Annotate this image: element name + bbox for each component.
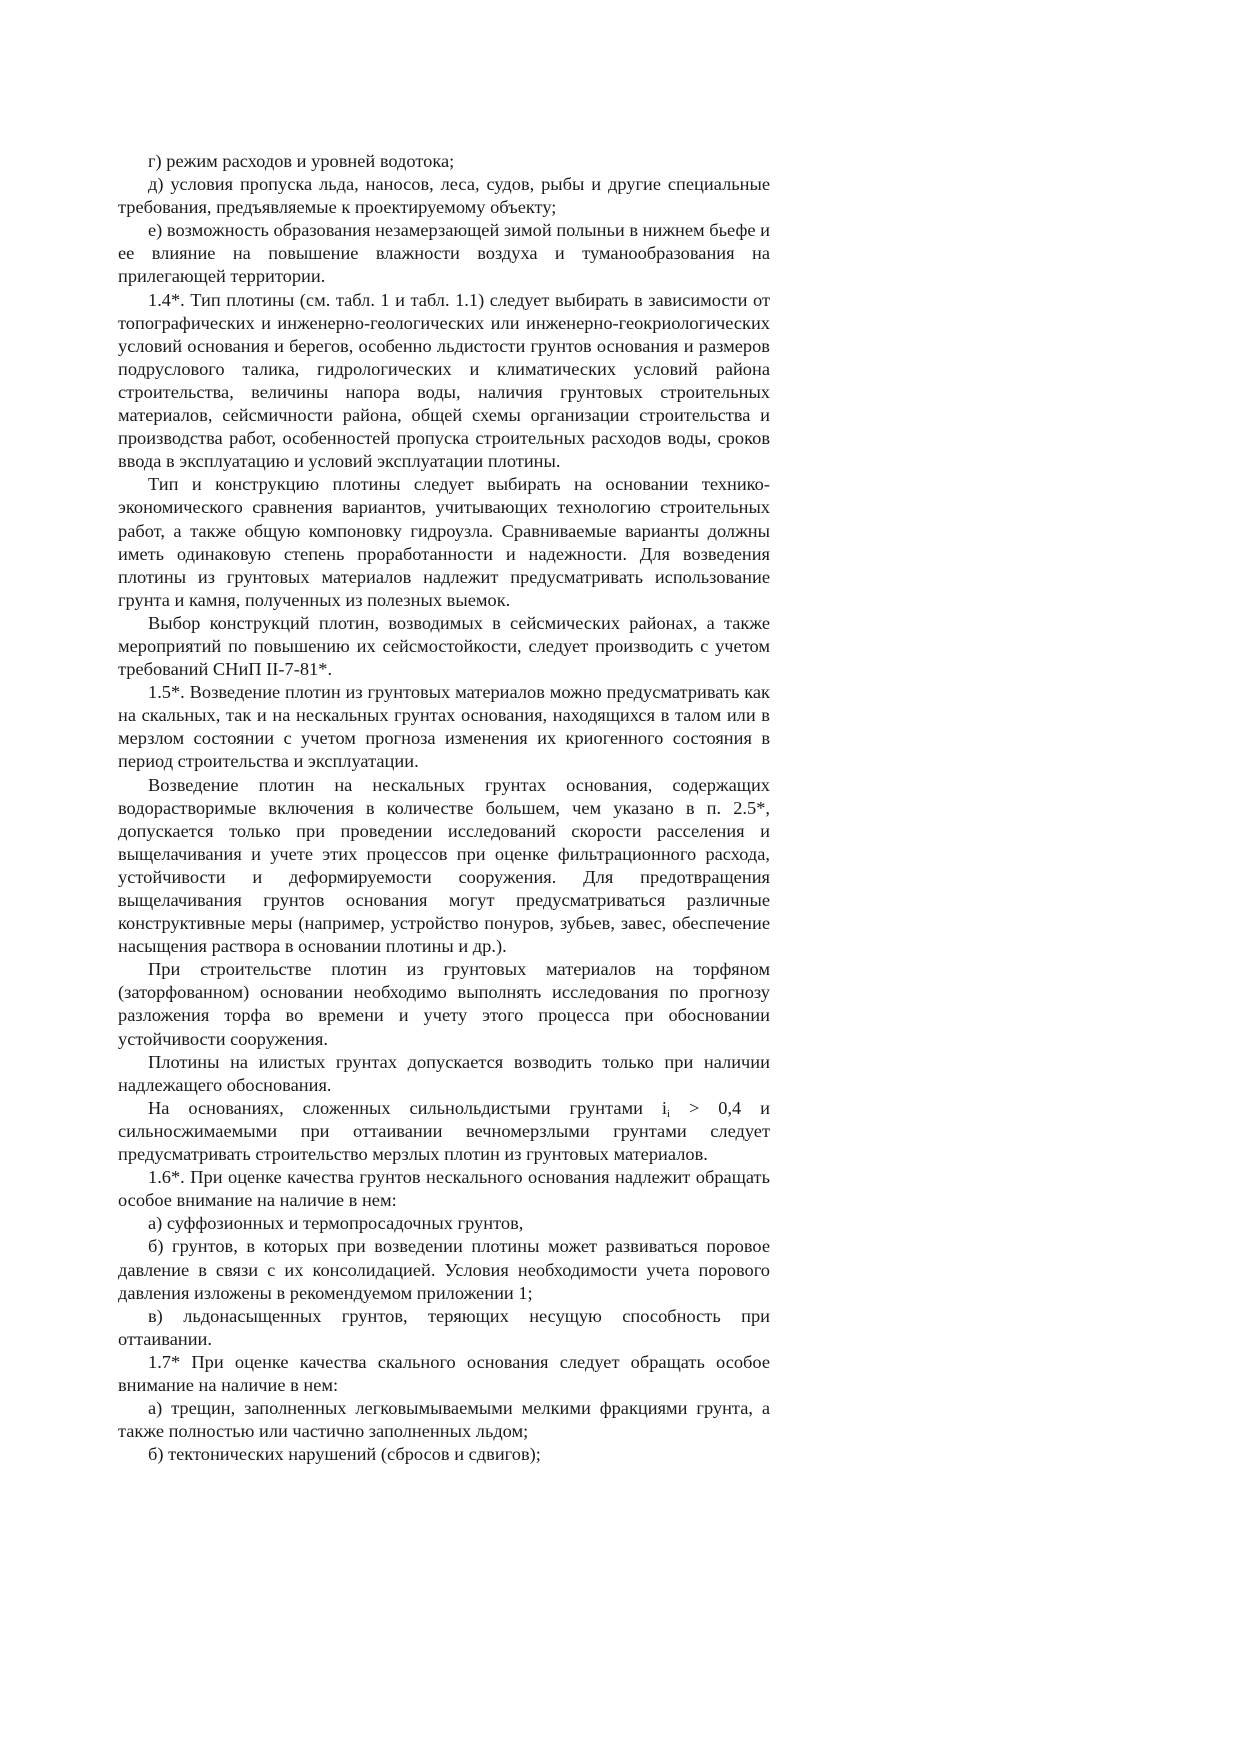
paragraph-dam-type-selection: Тип и конструкцию плотины следует выбирать на основании технико-экономического сравнения вариантов, учитывающих технологию строительных работ, а также общую компоновку гидроузла. Сравниваемые варианты должны иметь одинаковую степень проработанности и надежности. Для возведения плотины из грунтовых материалов надлежит предусматривать использование грунта и камня, полученных из полезных выемок.: [118, 474, 770, 610]
paragraph-flow-regime: г) режим расходов и уровней водотока;: [148, 151, 455, 171]
document-page: [118, 150, 770, 1466]
icy-soils-text-before: На основаниях, сложенных сильнольдистыми грунтами i: [148, 1097, 668, 1118]
paragraph-tectonic: б) тектонических нарушений (сбросов и сдвигов);: [148, 1444, 541, 1465]
paragraph-soluble-inclusions: Возведение плотин на нескальных грунтах основания, содержащих водорастворимые включения в количестве большем, чем указано в п. 2.5*, допускается только при проведении исследований скорости расселения и выщелачивания и учете этих процессов при оценке фильтрационного расхода, устойчивости и деформируемости сооружения. Для предотвращения выщелачивания грунтов основания могут предусматриваться различные конструктивные меры (например, устройство понуров, зубьев, завес, обеспечение насыщения раствора в основании плотины и др.).: [118, 774, 770, 957]
paragraph-icy-soils: [118, 1097, 770, 1166]
icy-soils-text-after: > 0,4 и сильносжимаемыми при оттаивании вечномерзлыми грунтами следует предусматривать строительство мерзлых плотин из грунтовых материалов.: [118, 1097, 770, 1165]
paragraph-ice-saturated: в) льдонасыщенных грунтов, теряющих несущую способность при оттаивании.: [118, 1305, 770, 1349]
paragraph-cracks: а) трещин, заполненных легковымываемыми мелкими фракциями грунта, а также полностью или частично заполненных льдом;: [118, 1398, 770, 1442]
icy-soils-subscript: i: [667, 1107, 671, 1120]
paragraph-peat-foundation: При строительстве плотин из грунтовых материалов на торфяном (заторфованном) основании необходимо выполнять исследования по прогнозу разложения торфа во времени и учету этого процесса при обосновании устойчивости сооружения.: [118, 959, 770, 1049]
paragraph-1-4-dam-type: 1.4*. Тип плотины (см. табл. 1 и табл. 1.1) следует выбирать в зависимости от топографических и инженерно-геологических или инженерно-геокриологических условий основания и берегов, особенно льдистости грунтов основания и размеров подруслового талика, гидрологических и климатических условий района строительства, величины напора воды, наличия грунтовых строительных материалов, сейсмичности района, общей схемы организации строительства и производства работ, особенностей пропуска строительных расходов воды, сроков ввода в эксплуатацию и условий эксплуатации плотины.: [118, 289, 770, 472]
paragraph-pore-pressure: б) грунтов, в которых при возведении плотины может развиваться поровое давление в связи с их консолидацией. Условия необходимости учета порового давления изложены в рекомендуемом приложении 1;: [118, 1236, 770, 1303]
paragraph-silty-soils: Плотины на илистых грунтах допускается возводить только при наличии надлежащего обоснования.: [118, 1051, 770, 1095]
paragraph-ice-passage: д) условия пропуска льда, наносов, леса, судов, рыбы и другие специальные требования, предъявляемые к проектируемому объекту;: [118, 174, 770, 218]
paragraph-seismic: Выбор конструкций плотин, возводимых в сейсмических районах, а также мероприятий по повышению их сейсмостойкости, следует производить с учетом требований СНиП II-7-81*.: [118, 612, 770, 680]
paragraph-polynya: е) возможность образования незамерзающей зимой полыньи в нижнем бьефе и ее влияние на повышение влажности воздуха и туманообразования на прилегающей территории.: [118, 220, 770, 287]
paragraph-1-6-nonrock-quality: 1.6*. При оценке качества грунтов нескального основания надлежит обращать особое внимание на наличие в нем:: [118, 1167, 770, 1211]
paragraph-suffosion: а) суффозионных и термопросадочных грунтов,: [148, 1213, 524, 1234]
paragraph-1-7-rock-quality: 1.7* При оценке качества скального основания следует обращать особое внимание на наличие в нем:: [118, 1351, 770, 1395]
paragraph-1-5-construction: 1.5*. Возведение плотин из грунтовых материалов можно предусматривать как на скальных, так и на нескальных грунтах основания, находящихся в талом или в мерзлом состоянии с учетом прогноза изменения их криогенного состояния в период строительства и эксплуатации.: [118, 682, 770, 772]
